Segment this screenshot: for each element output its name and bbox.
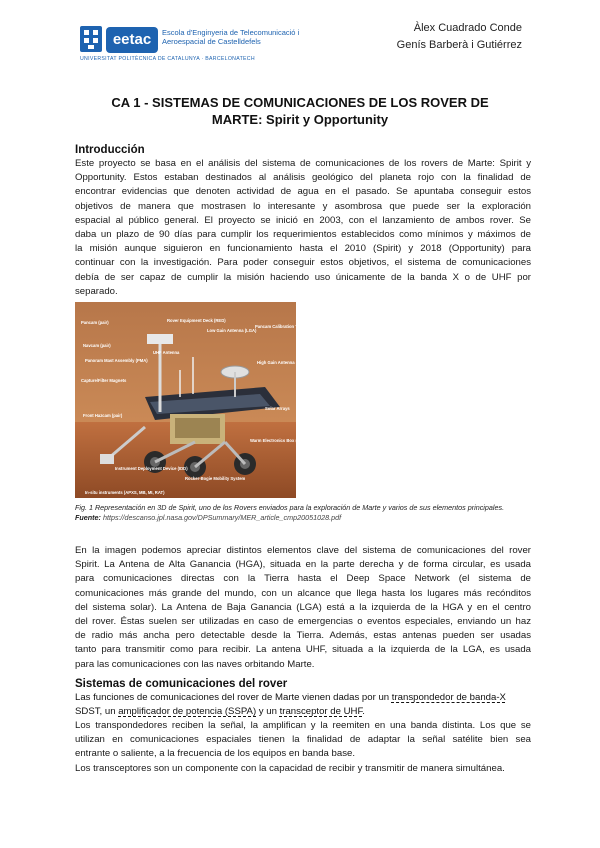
text-line: daba un plazo de 90 días para cumplir los requerimientos establecidos como mínimos y máximos de bbox=[75, 229, 531, 241]
authors bbox=[397, 20, 522, 54]
label-hga: High Gain Antenna (HGA) bbox=[257, 360, 308, 365]
text-line: Spirit. La Antena de Alta Ganancia (HGA), situada en la parte derecha y de forma circular, es usada bbox=[75, 559, 531, 571]
text-line: Los transpondedores reciben la señal, la amplifican y la reemiten en una banda distinta. Los que se bbox=[75, 720, 531, 731]
logo-university: UNIVERSITAT POLITÈCNICA DE CATALUNYA · BARCELONATECH bbox=[80, 56, 255, 62]
link-transponder-x[interactable]: transpondedor de banda-X bbox=[391, 692, 506, 703]
rover-figure bbox=[75, 302, 309, 498]
text-line: utilizan en comunicaciones espaciales tienen la finalidad de adaptar la señal satélite bien sea bbox=[75, 734, 531, 746]
comms-period: . bbox=[362, 706, 365, 717]
logo-line-2: Aeroespacial de Castelldefels bbox=[162, 37, 261, 46]
title-line-2: MARTE: Spirit y Opportunity bbox=[211, 112, 389, 127]
comms-paragraph bbox=[75, 719, 531, 776]
logo-line-1: Escola d'Enginyeria de Telecomunicació i bbox=[162, 28, 300, 37]
comms-line-1 bbox=[75, 691, 531, 705]
text-line: separado. bbox=[75, 285, 118, 297]
comms-sep-2: y un bbox=[256, 706, 280, 717]
logo-wordmark: eetac bbox=[106, 27, 158, 53]
label-pma: Panoram Mast Assembly (PMA) bbox=[85, 358, 148, 363]
label-lga: Low Gain Antenna (LGA) bbox=[207, 328, 257, 333]
caption-source bbox=[75, 513, 531, 523]
comms-line-2 bbox=[75, 705, 531, 719]
text-line: Los transceptores son un componente con la capacidad de recibir y transmitir de manera simultánea. bbox=[75, 762, 505, 774]
section-heading-intro: Introducción bbox=[75, 144, 145, 156]
text-line: tanto para transmitir como para recibir. La antena UHF, situada a la izquierda de la LGA, es usada bbox=[75, 644, 531, 656]
label-calibration: Pancam Calibration Target bbox=[255, 324, 308, 329]
label-solar: Solar Arrays bbox=[265, 406, 290, 411]
text-line: Este proyecto se basa en el análisis del sistema de comunicaciones de los rovers de Marte: Spirit y bbox=[75, 158, 531, 169]
document-title bbox=[75, 94, 525, 128]
text-line: continuar con la investigación. Para poder conseguir estos objetivos, el sistema de comunicaciones bbox=[75, 257, 531, 269]
section-heading-comms: Sistemas de comunicaciones del rover bbox=[75, 678, 288, 690]
logo-school-name bbox=[162, 28, 322, 46]
label-idd: Instrument Deployment Device (IDD) bbox=[115, 466, 188, 471]
intro-paragraph bbox=[75, 157, 531, 299]
label-web: Warm Electronics Box (WEB) bbox=[250, 438, 309, 443]
title-line-1: CA 1 - SISTEMAS DE COMUNICACIONES DE LOS ROVER DE bbox=[111, 95, 489, 110]
rover-description-paragraph bbox=[75, 544, 531, 672]
link-power-amplifier[interactable]: amplificador de potencia (SSPA) bbox=[118, 706, 257, 717]
label-insitu: In-situ instruments (APXS, MB, MI, RAT) bbox=[85, 490, 165, 495]
comms-sep-1: , un bbox=[99, 706, 119, 717]
caption-text: Fig. 1 Representación en 3D de Spirit, uno de los Rovers enviados para la exploración de Marte y varios de sus elementos principales. bbox=[75, 503, 505, 512]
text-line: debía de ser capaz de cumplir la misión haciendo uso únicamente de la banda X o de UHF por bbox=[75, 271, 531, 283]
text-line: encontrar evidencias que denoten actividad de agua en el pasado. Se apuntaba conseguir estos bbox=[75, 186, 531, 198]
text-line: del rover. Éstas suelen ser utilizadas en caso de emergencias o eventos especiales, enviando un haz bbox=[75, 616, 531, 628]
label-magnets: Capture/Filter Magnets bbox=[81, 378, 127, 383]
text-line: objetivos de manera que mostrasen lo interesante y asombrosa que puede ser la exploración bbox=[75, 200, 531, 212]
label-uhf: UHF Antenna bbox=[153, 350, 180, 355]
eetac-logo bbox=[80, 24, 320, 64]
comms-line-1-text: Las funciones de comunicaciones del rover de Marte vienen dadas por un bbox=[75, 692, 392, 703]
text-line: En la imagen podemos apreciar distintos elementos clave del sistema de comunicaciones del rover bbox=[75, 545, 531, 556]
author-2: Genís Barberà i Gutiérrez bbox=[396, 39, 522, 51]
label-mobility: Rocker-Bogie Mobility System bbox=[185, 476, 246, 481]
text-line: de radio más ancha pero detectable desde la Tierra. Además, estas antenas pueden ser usadas bbox=[75, 630, 531, 642]
label-pancam: Pancam (pair) bbox=[81, 320, 109, 325]
author-1: Àlex Cuadrado Conde bbox=[413, 22, 522, 34]
text-line: para comunicaciones directas con la Tierra hasta el Deep Space Network (el sistema de bbox=[75, 573, 531, 585]
rover-image bbox=[75, 302, 309, 498]
label-hazcam: Front Hazcam (pair) bbox=[83, 413, 123, 418]
text-line: la misión aunque siguieron en funcionamiento hasta el 2010 (Spirit) y 2018 (Opportunity) para bbox=[75, 243, 531, 255]
upc-shield-icon bbox=[80, 26, 102, 52]
text-line: entrante o saliente, a la frecuencia de los equipos en banda base. bbox=[75, 748, 356, 760]
figure-caption bbox=[75, 503, 531, 523]
term-sdst: SDST bbox=[75, 706, 100, 717]
source-label: Fuente: bbox=[75, 513, 101, 522]
source-link[interactable]: https://descanso.jpl.nasa.gov/DPSummary/MER_article_cmp20051028.pdf bbox=[102, 513, 342, 522]
text-line: para las comunicaciones con las naves orbitando Marte. bbox=[75, 658, 315, 670]
text-line: comunicaciones más grande del mundo, con un alcance que llega hasta los lugares más recónditos bbox=[75, 587, 531, 599]
text-line: del sistema solar). La Antena de Baja Ganancia (LGA) está a la izquierda de la HGA y en el centro bbox=[75, 601, 531, 613]
label-rover-deck: Rover Equipment Deck (RED) bbox=[167, 318, 226, 323]
label-navcam: Navcam (pair) bbox=[83, 343, 111, 348]
text-line: Opportunity. Estos estaban destinados al análisis geológico del planeta rojo con la finalidad de bbox=[75, 172, 531, 184]
text-line: espacial al público general. El proyecto se inició en 2003, con el lanzamiento de ambos rover. Se bbox=[75, 214, 531, 226]
link-uhf-transceiver[interactable]: transceptor de UHF bbox=[279, 706, 363, 717]
